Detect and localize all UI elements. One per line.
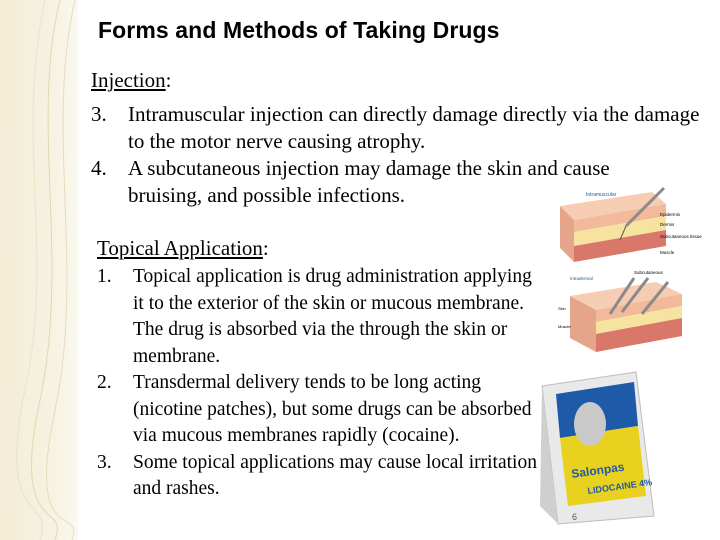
item-text: Transdermal delivery tends to be long acting (nicotine patches), but some drugs can be absorbed via mucous membranes rapidly (cocaine). xyxy=(133,372,532,446)
label-subcutaneous: Subcutaneous xyxy=(634,270,663,275)
slide-title: Forms and Methods of Taking Drugs xyxy=(98,17,500,43)
topical-heading: Topical Application: xyxy=(97,236,269,260)
patch-box-image xyxy=(532,366,658,526)
product-brand: Salonpas xyxy=(570,459,626,481)
product-count: 6 xyxy=(572,512,578,522)
item-number: 2. xyxy=(97,372,112,393)
label-muscle-2: Muscle xyxy=(558,324,571,329)
label-skin: Skin xyxy=(558,306,566,311)
item-text: Topical application is drug administration applying it to the exterior of the skin or mucous membrane. The drug is absorbed via the through the skin or membrane. xyxy=(133,266,532,367)
list-item xyxy=(97,370,537,450)
label-epidermis: Epidermis xyxy=(660,212,681,217)
list-item xyxy=(91,101,701,155)
item-text: Some topical applications may cause local irritation and rashes. xyxy=(133,451,537,499)
label-muscle: Muscle xyxy=(660,250,675,255)
decorative-left-band xyxy=(0,0,78,540)
product-drug: LIDOCAINE 4% xyxy=(586,477,653,496)
list-item xyxy=(97,450,537,503)
label-dermis: Dermis xyxy=(660,222,675,227)
item-number: 3. xyxy=(91,102,107,126)
item-number: 3. xyxy=(97,451,112,473)
item-text: Intramuscular injection can directly damage directly via the damage to the motor nerve causing atrophy. xyxy=(128,102,700,153)
label-intradermal: Intradermal xyxy=(570,276,593,281)
list-item xyxy=(97,264,537,370)
injection-heading: Injection: xyxy=(91,68,172,92)
topical-list xyxy=(97,264,537,503)
label-subcutaneous-tissue: Subcutaneous tissue xyxy=(660,234,702,239)
item-number: 4. xyxy=(91,156,107,180)
label-intramuscular: Intramuscular xyxy=(586,192,617,198)
item-text: A subcutaneous injection may damage the skin and cause bruising, and possible infections. xyxy=(128,156,610,207)
decorative-curves xyxy=(0,0,90,540)
skin-layers-diagram xyxy=(556,186,702,358)
item-number: 1. xyxy=(97,266,112,287)
